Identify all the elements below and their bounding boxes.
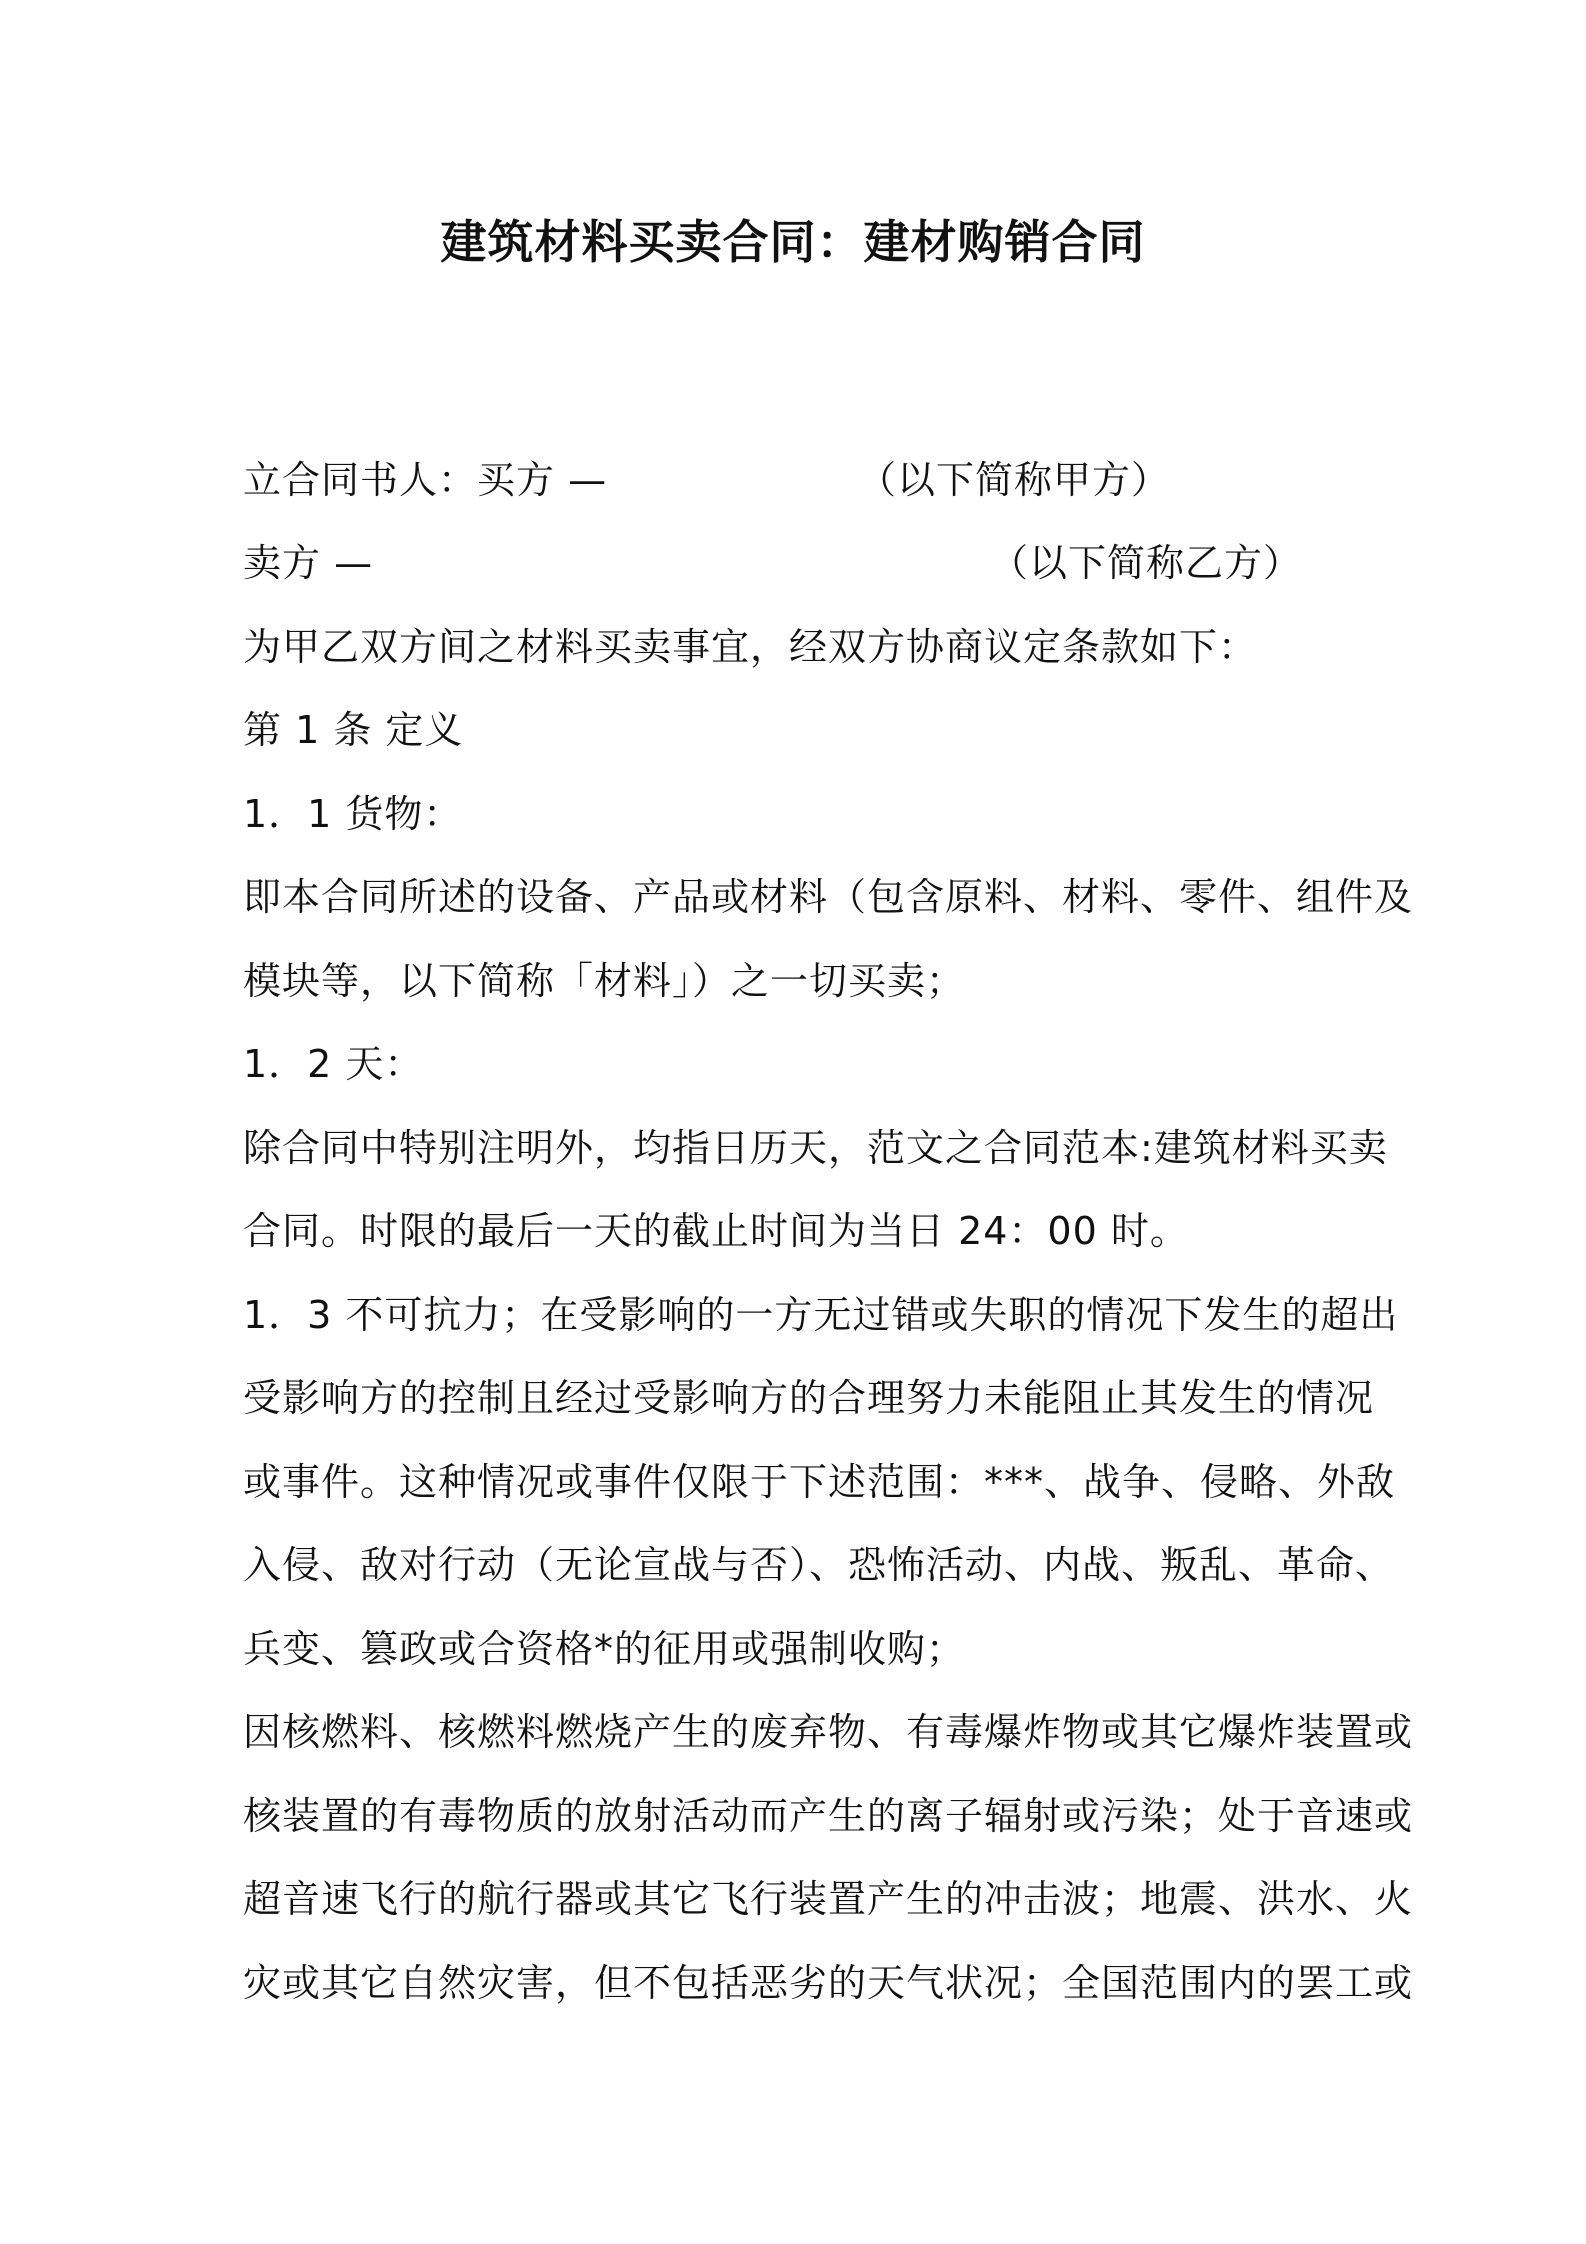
clause-heading: 1．2 天：: [243, 1042, 424, 1086]
clause-text-line: 兵变、篡政或合资格*的征用或强制收购；: [243, 1627, 966, 1671]
clause-text-line: 入侵、敌对行动（无论宣战与否）、恐怖活动、内战、叛乱、革命、: [243, 1543, 1395, 1587]
clause-text-line: 模块等，以下简称「材料」）之一切买卖；: [243, 959, 966, 1003]
party-a-label: 立合同书人：买方 —: [243, 458, 608, 502]
clause-text-line: 除合同中特别注明外，均指日历天，范文之合同范本:建筑材料买卖: [243, 1126, 1388, 1170]
article-heading: 第 1 条 定义: [243, 708, 464, 752]
clause-text-line: 即本合同所述的设备、产品或材料（包含原料、材料、零件、组件及: [243, 875, 1414, 919]
party-a-note: （以下简称甲方）: [858, 458, 1171, 502]
clause-text-line: 受影响方的控制且经过受影响方的合理努力未能阻止其发生的情况: [243, 1376, 1375, 1420]
clause-text-line: 因核燃料、核燃料燃烧产生的废弃物、有毒爆炸物或其它爆炸装置或: [243, 1710, 1414, 1754]
clause-text-line: 合同。时限的最后一天的截止时间为当日 24：00 时。: [243, 1209, 1189, 1253]
intro-line: 为甲乙双方间之材料买卖事宜，经双方协商议定条款如下：: [243, 625, 1258, 669]
clause-text-line: 核装置的有毒物质的放射活动而产生的离子辐射或污染；处于音速或: [243, 1794, 1414, 1838]
clause-text-line: 1．3 不可抗力；在受影响的一方无过错或失职的情况下发生的超出: [243, 1293, 1399, 1337]
clause-text-line: 灾或其它自然灾害，但不包括恶劣的天气状况；全国范围内的罢工或: [243, 1961, 1414, 2005]
clause-heading: 1．1 货物：: [243, 792, 463, 836]
clause-text-line: 或事件。这种情况或事件仅限于下述范围：***、战争、侵略、外敌: [243, 1460, 1396, 1504]
party-b-label: 卖方 —: [243, 541, 374, 585]
clause-text-line: 超音速飞行的航行器或其它飞行装置产生的冲击波；地震、洪水、火: [243, 1877, 1414, 1921]
document-title: 建筑材料买卖合同：建材购销合同: [440, 215, 1146, 269]
party-b-note: （以下简称乙方）: [990, 541, 1303, 585]
